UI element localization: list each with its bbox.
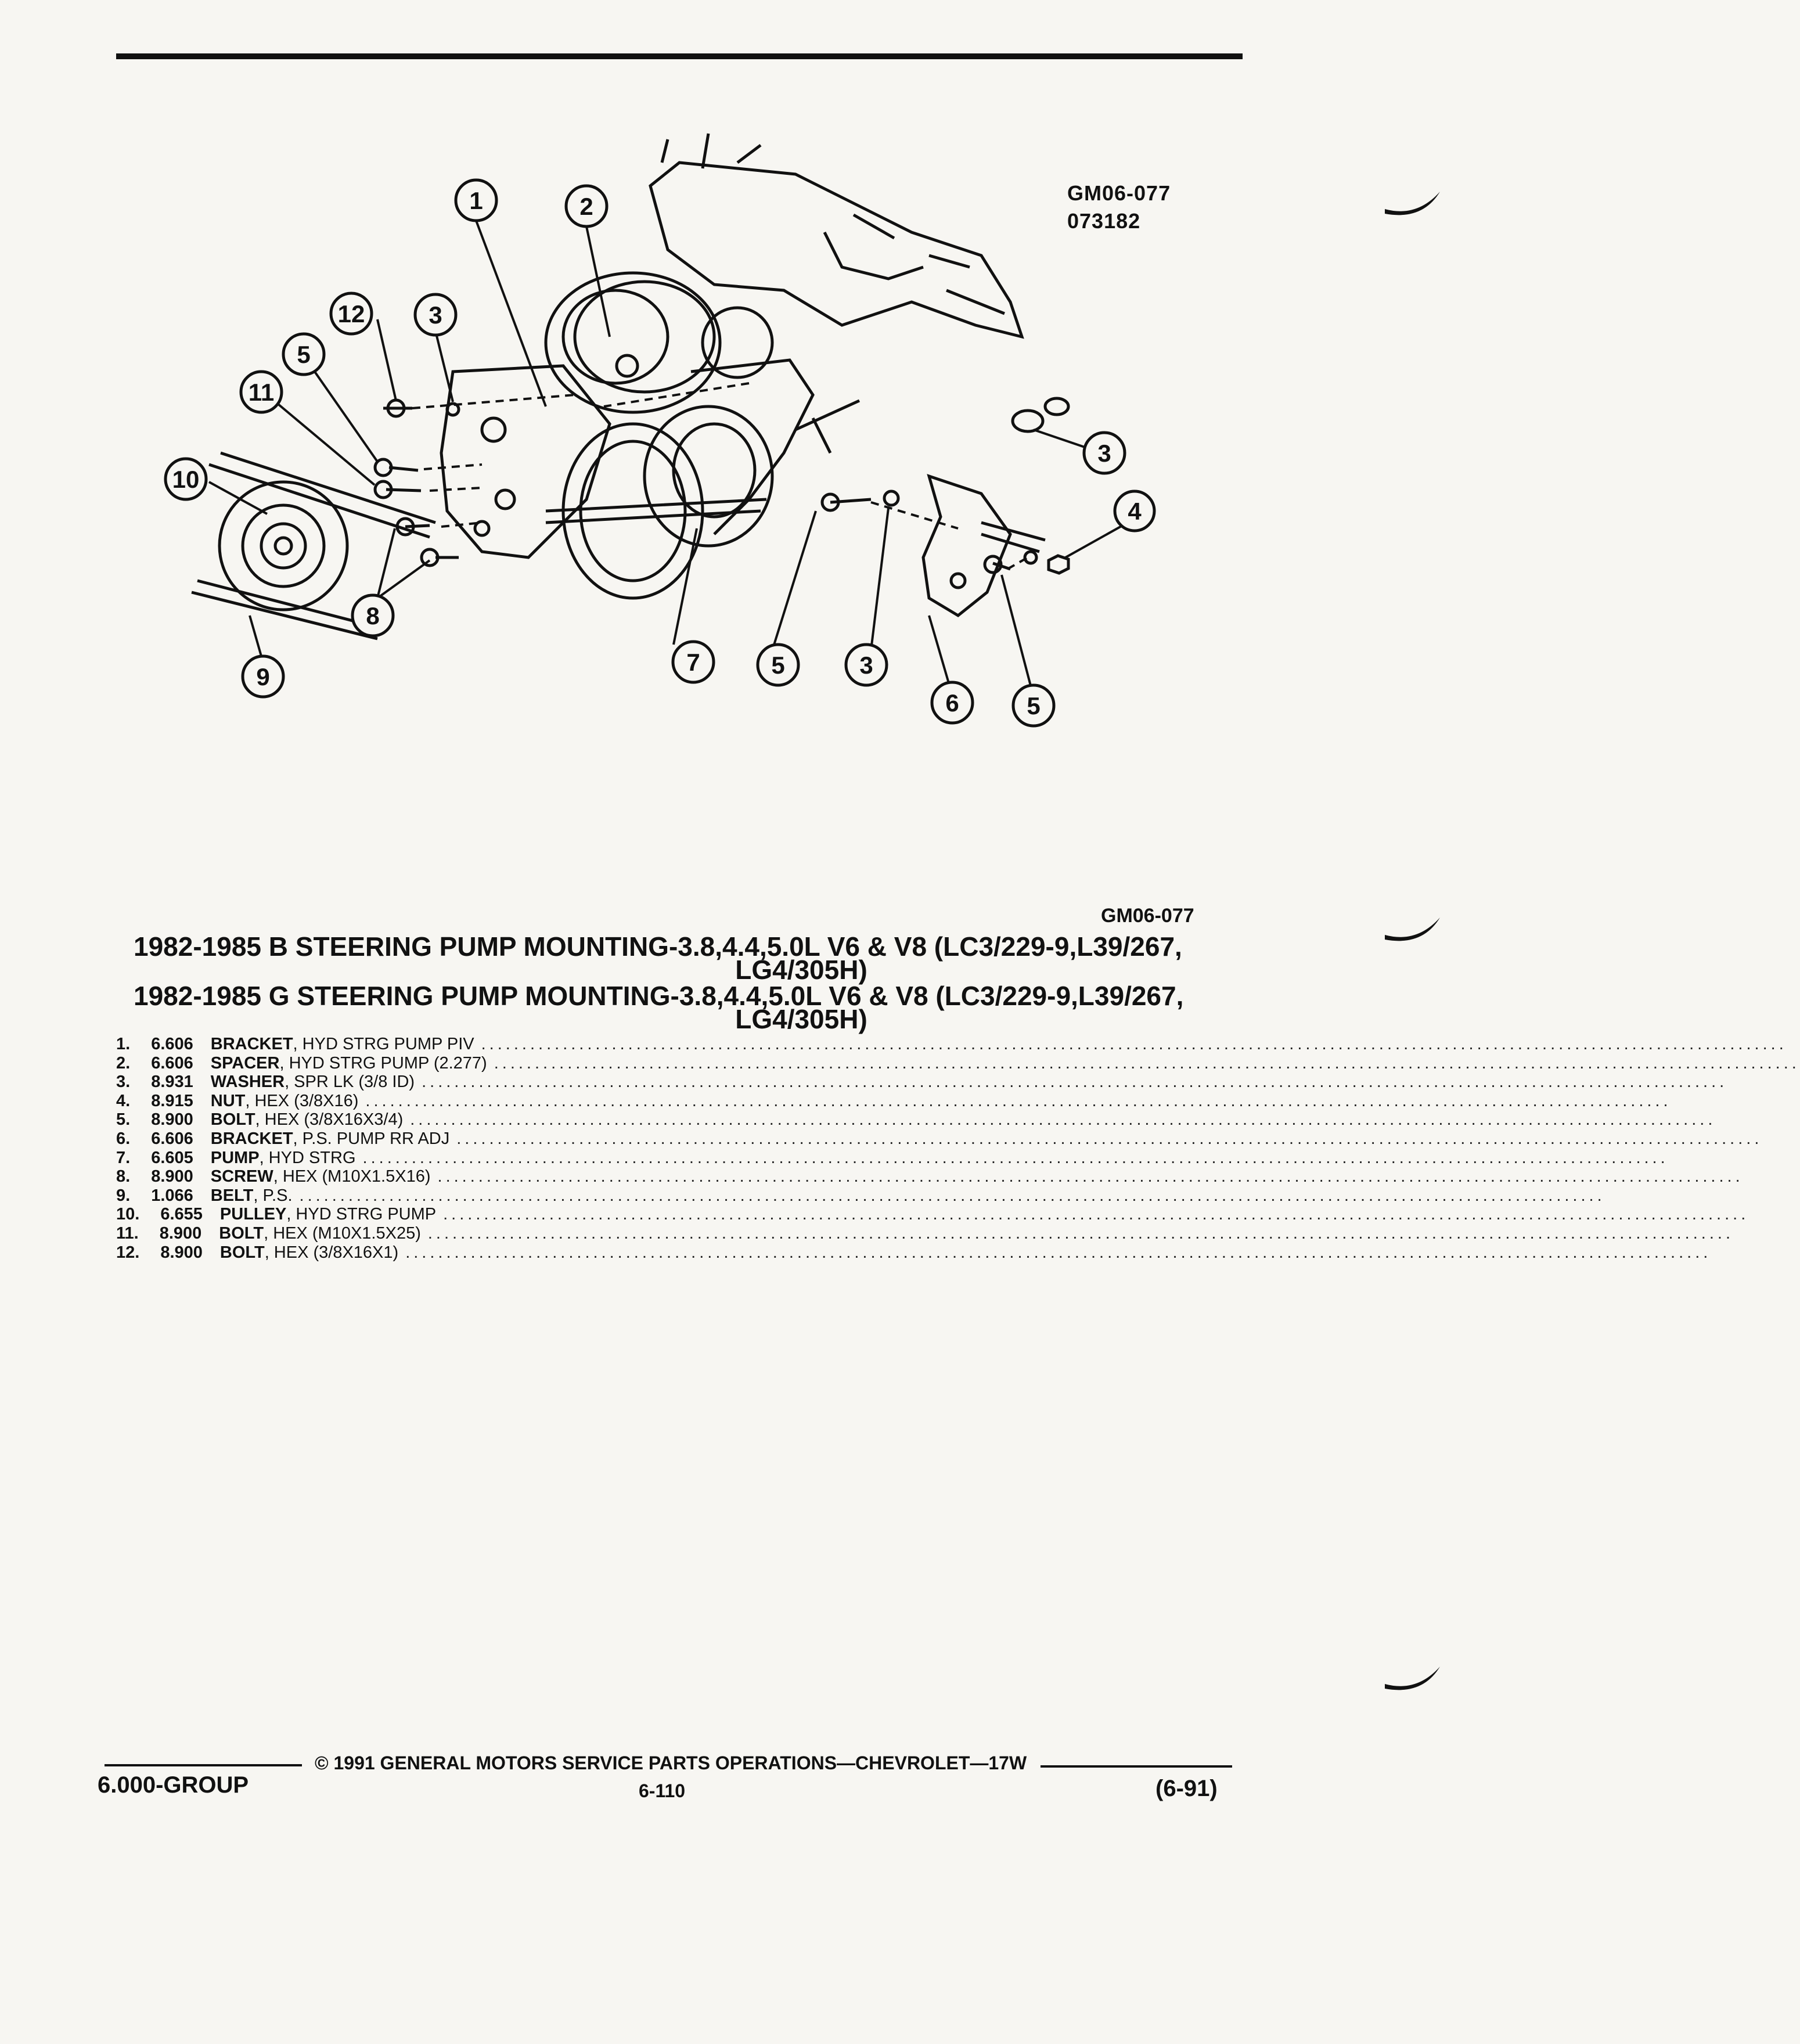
callout-text: 3	[1097, 440, 1111, 467]
part-name: BRACKET	[210, 1129, 293, 1148]
part-name: BOLT	[210, 1110, 255, 1129]
part-spec: , HEX (3/8X16X3/4)	[255, 1110, 404, 1129]
part-description	[193, 1110, 403, 1129]
title-line-1: 1982-1985 B STEERING PUMP MOUNTING-3.8,4.4,5.0L V6 & V8 (LC3/229-9,L39/267,	[134, 931, 1182, 962]
footer-date: (6-91)	[1155, 1776, 1218, 1801]
part-description	[193, 1092, 359, 1111]
dot-leader: ................................................................................................................................................................	[443, 1205, 1749, 1224]
rear-bracket-6	[923, 476, 1010, 616]
footer-rule-right	[1041, 1765, 1232, 1768]
part-number: 11.	[116, 1223, 139, 1243]
part-spec: , HEX (3/8X16X1)	[264, 1243, 399, 1262]
footer-page-number: 6-110	[639, 1780, 686, 1801]
part-number: 9.	[116, 1186, 131, 1205]
dot-leader: ................................................................................................................................................................	[437, 1167, 1744, 1186]
callout-3b	[846, 645, 887, 685]
part-group: 6.655	[160, 1205, 203, 1224]
part-name: SPACER	[210, 1053, 280, 1073]
callout-text: 7	[686, 649, 700, 676]
part-number: 2.	[116, 1053, 131, 1073]
part-row	[116, 1205, 1749, 1224]
callout-text: 6	[945, 689, 959, 717]
callout-5c	[1013, 685, 1054, 726]
dot-leader: ................................................................................................................................................................	[405, 1243, 1712, 1262]
part-number: 1.	[116, 1035, 131, 1053]
part-description	[201, 1224, 421, 1243]
callout-text: 5	[297, 341, 311, 368]
parts-list	[116, 1035, 1800, 1262]
part-spec: , HEX (3/8X16)	[245, 1091, 359, 1110]
part-group: 6.605	[151, 1148, 193, 1167]
part-group: 8.900	[151, 1110, 193, 1129]
callout-1	[456, 180, 496, 221]
part-row	[116, 1053, 1800, 1073]
footer-group: 6.000-GROUP	[98, 1772, 249, 1798]
callout-5b	[758, 645, 798, 685]
part-description	[193, 1073, 415, 1092]
callout-text: 12	[337, 300, 365, 328]
callout-text: 1	[469, 187, 483, 214]
title-line-2: LG4/305H)	[735, 1004, 867, 1034]
callout-11	[241, 372, 282, 412]
part-name: PULLEY	[219, 1205, 287, 1224]
part-spec: , HEX (M10X1.5X16)	[273, 1167, 431, 1186]
part-group: 6.606	[151, 1035, 193, 1053]
callout-text: 2	[579, 193, 593, 220]
callout-9	[243, 656, 283, 697]
diagram-date: 073182	[1067, 209, 1141, 233]
part-spec: , HYD STRG PUMP PIV	[293, 1035, 474, 1053]
part-group: 8.900	[159, 1223, 202, 1243]
callout-text: 9	[256, 663, 270, 690]
part-number: 3.	[116, 1073, 131, 1092]
callout-text: 3	[859, 652, 873, 679]
callout-text: 5	[1027, 692, 1041, 719]
part-name: SCREW	[210, 1167, 273, 1186]
part-group: 8.915	[151, 1091, 193, 1110]
callout-12	[331, 293, 372, 334]
dot-leader: ................................................................................................................................................................	[494, 1053, 1800, 1073]
part-spec: , P.S.	[253, 1186, 293, 1205]
dot-leader: ................................................................................................................................................................	[362, 1148, 1669, 1167]
part-description	[203, 1205, 436, 1224]
exploded-diagram	[157, 151, 1155, 737]
callout-text: 3	[429, 301, 442, 329]
callout-10	[165, 459, 206, 499]
binder-mark	[1382, 1661, 1446, 1701]
dot-leader: ................................................................................................................................................................	[299, 1186, 1605, 1205]
dot-leader: ................................................................................................................................................................	[456, 1129, 1763, 1148]
part-group: 6.606	[151, 1129, 193, 1148]
part-number: 6.	[116, 1129, 131, 1148]
dot-leader: ................................................................................................................................................................	[481, 1035, 1787, 1053]
part-description	[193, 1149, 356, 1168]
part-number: 10.	[116, 1205, 140, 1224]
part-description	[203, 1243, 398, 1262]
part-spec: , HYD STRG PUMP (2.277)	[279, 1053, 487, 1073]
title-line-2: LG4/305H)	[735, 955, 867, 985]
footer-copyright: © 1991 GENERAL MOTORS SERVICE PARTS OPERATIONS—CHEVROLET—17W	[315, 1752, 1027, 1773]
part-name: BELT	[210, 1186, 254, 1205]
part-number: 7.	[116, 1148, 131, 1167]
part-row	[116, 1129, 1763, 1149]
part-row	[116, 1243, 1712, 1262]
callout-text: 10	[172, 466, 200, 493]
part-name: BRACKET	[210, 1035, 293, 1053]
part-spec: , P.S. PUMP RR ADJ	[293, 1129, 450, 1148]
belt-9	[192, 453, 435, 639]
part-name: BOLT	[219, 1223, 264, 1243]
callout-text: 8	[366, 602, 380, 629]
callout-6	[932, 682, 973, 723]
title-line-1: 1982-1985 G STEERING PUMP MOUNTING-3.8,4.4,5.0L V6 & V8 (LC3/229-9,L39/267,	[134, 981, 1184, 1011]
part-name: BOLT	[219, 1243, 265, 1262]
part-description	[193, 1186, 293, 1205]
top-rule	[116, 53, 1243, 59]
title-g	[134, 981, 1237, 1034]
part-group: 8.900	[160, 1243, 203, 1262]
part-group: 6.606	[151, 1053, 193, 1073]
callout-text: 5	[771, 652, 785, 679]
callout-2	[566, 186, 607, 226]
diagram-code: GM06-077	[1067, 181, 1171, 205]
part-row	[116, 1035, 1787, 1054]
callout-7	[673, 642, 714, 682]
part-number: 5.	[116, 1110, 131, 1129]
part-row	[116, 1148, 1669, 1168]
part-description	[193, 1054, 487, 1073]
footer-rule-left	[105, 1764, 302, 1766]
part-number: 4.	[116, 1091, 131, 1110]
dot-leader: ................................................................................................................................................................	[410, 1110, 1716, 1129]
part-spec: , SPR LK (3/8 ID)	[285, 1073, 415, 1092]
part-spec: , HYD STRG	[259, 1148, 356, 1167]
callout-4	[1115, 491, 1154, 531]
part-name: WASHER	[210, 1073, 285, 1092]
dot-leader: ................................................................................................................................................................	[422, 1073, 1728, 1092]
callout-text: 11	[248, 379, 275, 406]
part-group: 8.931	[151, 1073, 193, 1092]
callout-5a	[283, 334, 324, 375]
part-row	[116, 1073, 1728, 1092]
part-name: PUMP	[210, 1148, 260, 1167]
binder-mark	[1382, 912, 1446, 952]
dot-leader: ................................................................................................................................................................	[365, 1091, 1672, 1110]
part-row	[116, 1091, 1672, 1111]
pump-body	[563, 424, 703, 598]
part-number: 8.	[116, 1167, 131, 1186]
part-number: 12.	[116, 1243, 140, 1262]
callout-8	[352, 595, 393, 636]
part-description	[193, 1035, 474, 1054]
pump-bracket	[441, 366, 610, 557]
part-name: NUT	[210, 1091, 246, 1110]
dot-leader: ................................................................................................................................................................	[427, 1223, 1734, 1243]
part-description	[193, 1167, 431, 1186]
title-b	[134, 931, 1237, 985]
part-row	[116, 1186, 1605, 1205]
part-row	[116, 1167, 1744, 1186]
part-spec: , HYD STRG PUMP	[286, 1205, 437, 1224]
part-row	[116, 1110, 1716, 1129]
part-group: 1.066	[151, 1186, 193, 1205]
callout-3a	[415, 294, 456, 335]
callout-text: 4	[1128, 498, 1142, 525]
binder-mark	[1382, 186, 1446, 226]
part-row	[116, 1223, 1734, 1243]
callout-3c	[1084, 433, 1125, 473]
diagram-code-bottom: GM06-077	[1101, 905, 1194, 927]
part-description	[193, 1129, 449, 1149]
part-group: 8.900	[151, 1167, 193, 1186]
part-spec: , HEX (M10X1.5X25)	[264, 1223, 421, 1243]
